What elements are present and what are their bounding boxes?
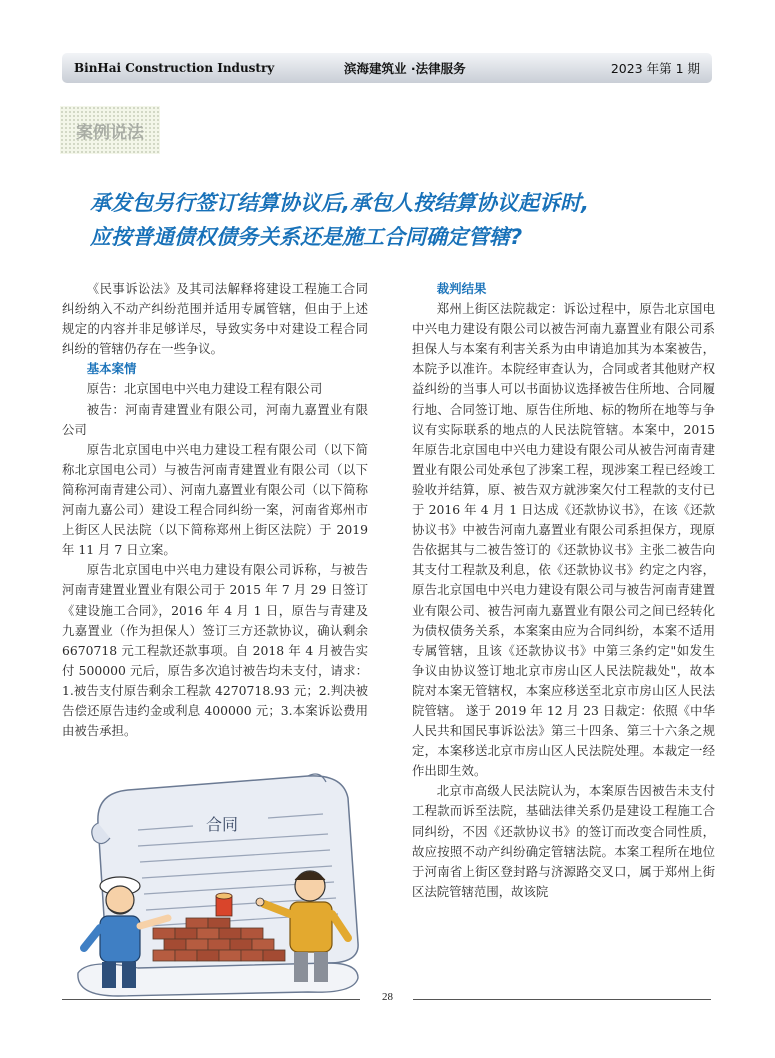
footer-rule-right <box>413 999 711 1000</box>
header-publication-name: BinHai Construction Industry <box>74 61 275 75</box>
claims-paragraph: 原告北京国电中兴电力建设有限公司诉称，与被告河南青建置业置业有限公司于 2015 年 7 月 29 日签订《建设施工合同》，2016 年 4 月 1 日，原告与青建及九嘉置业（作为担保人）签订三方还款协议，确认剩余 6670718 元工程款还款事项。自 2018 年 4 月被告实付 500000 元后，原告多次追讨被告均未支付，请求：1.被告支付原告剩余工程款 4270718.93 元；2.判决被告偿还原告违约金或利息 400000 元；3.本案诉讼费用由被告承担。 <box>62 562 368 739</box>
facts-paragraph: 原告北京国电中兴电力建设工程有限公司（以下简称北京国电公司）与被告河南青建置业有限公司（以下简称河南青建公司）、河南九嘉置业有限公司（以下简称河南九嘉公司）建设工程合同纠纷一案，河南省郑州市上街区人民法院（以下简称郑州上街区法院）于 2019 年 11 月 7 日立案。 <box>62 441 368 558</box>
contract-label: 合同 <box>206 815 239 834</box>
left-column <box>62 279 368 741</box>
footer-rule-left <box>62 999 360 1000</box>
defendant-paragraph: 被告：河南青建置业有限公司，河南九嘉置业有限公司 <box>62 401 368 437</box>
running-header <box>62 53 712 83</box>
verdict-paragraph-1: 郑州上街区法院裁定：诉讼过程中，原告北京国电中兴电力建设有限公司以被告河南九嘉置业有限公司系担保人与本案有利害关系为由申请追加其为本案被告，本院予以准许。本院经审查认为，合同或者其他财产权益纠纷的当事人可以书面协议选择被告住所地、合同履行地、合同签订地、原告住所地、标的物所在地等与争议有实际联系的地点的人民法院管辖。本案中，2015 年原告北京国电中兴电力建设有限公司从被告河南青建置业有限公司处承包了涉案工程，现涉案工程已经竣工验收并结算，原、被告双方就涉案欠付工程款的支付已于 2016 年 4 月 1 日达成《还款协议书》，在该《还款协议书》中被告河南九嘉置业有限公司系担保方，现原告依据其与二被告签订的《还款协议书》主张二被告向其支付工程款及利息，依《还款协议书》约定之内容，原告北京国电中兴电力建设有限公司与被告河南青建置业有限公司、被告河南九嘉置业有限公司之间已经转化为债权债务关系，本案案由应为合同纠纷，本案不适用专属管辖，且该《还款协议书》中第三条约定"如发生争议由协议签订地北京市房山区人民法院裁处"，故本院对本案无管辖权，本案应移送至北京市房山区人民法院管辖。 遂于 2019 年 12 月 23 日裁定：依照《中华人民共和国民事诉讼法》第三十四条、第三十六条之规定，本案移送北京市房山区人民法院处理。本裁定一经作出即生效。 <box>412 301 715 779</box>
page-number: 28 <box>382 991 393 1003</box>
verdict-heading: 裁判结果 <box>436 281 487 296</box>
header-issue: 2023 年第 1 期 <box>610 61 700 76</box>
right-column <box>412 279 715 902</box>
article-title-line-1: 承发包另行签订结算协议后,承包人按结算协议起诉时, <box>90 191 589 215</box>
article-title-line-2: 应按普通债权债务关系还是施工合同确定管辖? <box>90 225 523 249</box>
basic-facts-heading: 基本案情 <box>86 361 137 377</box>
article-title <box>90 186 730 254</box>
intro-paragraph: 《民事诉讼法》及其司法解释将建设工程施工合同纠纷纳入不动产纠纷范围并适用专属管辖，但由于上述规定的内容并非足够详尽，导致实务中对建设工程合同纠纷的管辖仍存在一些争议。 <box>62 281 368 357</box>
verdict-paragraph-2: 北京市高级人民法院认为，本案原告因被告未支付工程款而诉至法院，基础法律关系仍是建设工程施工合同纠纷，不因《还款协议书》的签订而改变合同性质，故应按照不动产纠纷确定管辖法院。本案工程所在地位于河南省上街区登封路与济源路交叉口，属于郑州上街区法院管辖范围，故该院 <box>412 783 715 899</box>
section-tag <box>60 106 160 154</box>
contract-dispute-illustration <box>58 768 370 1000</box>
header-column-name: 滨海建筑业 ·法律服务 <box>344 61 466 76</box>
section-tag-label: 案例说法 <box>76 122 144 143</box>
plaintiff-paragraph: 原告：北京国电中兴电力建设工程有限公司 <box>86 381 323 397</box>
